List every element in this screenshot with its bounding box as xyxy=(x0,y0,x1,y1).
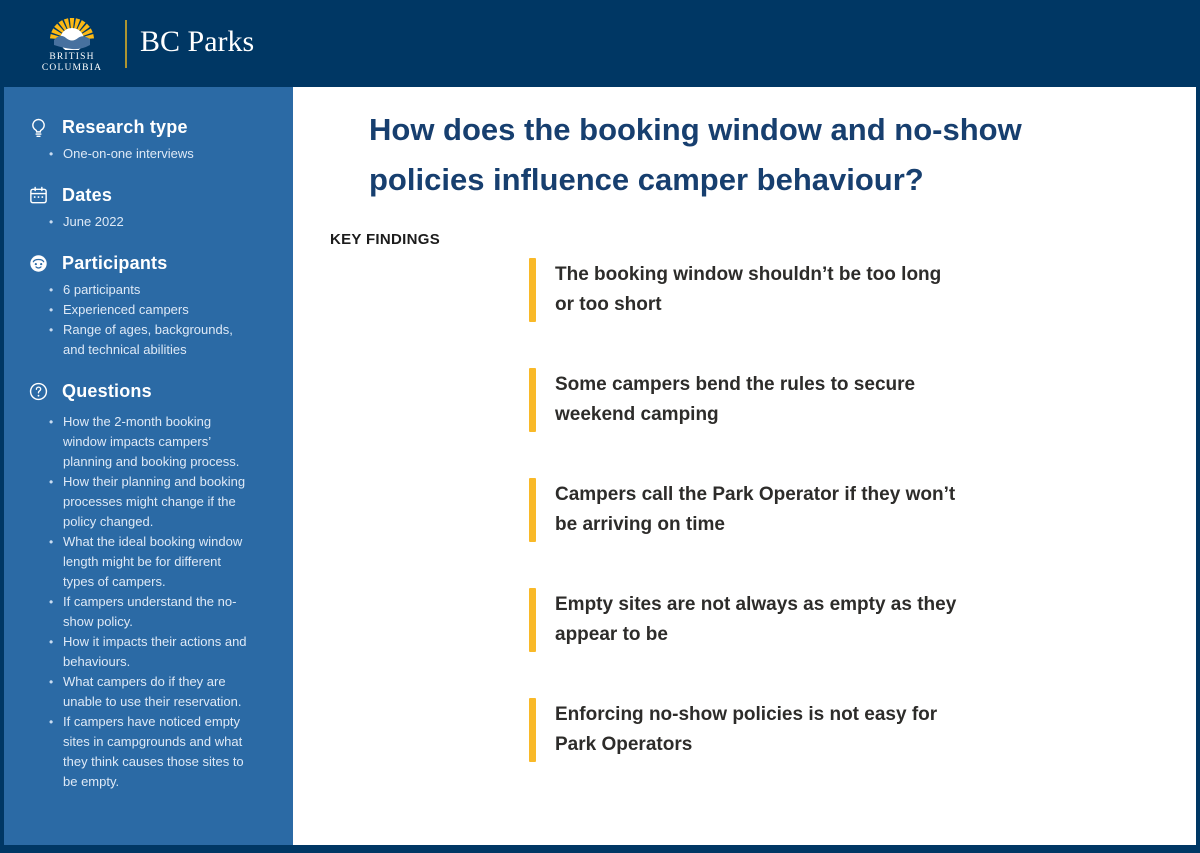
list-item: • What campers do if they are unable to use their reservation. xyxy=(48,672,254,712)
finding-item xyxy=(529,588,959,652)
list-item: • If campers understand the no-show policy. xyxy=(48,592,254,632)
sidebar-section-dates xyxy=(28,185,279,232)
section-title: Questions xyxy=(62,381,152,401)
finding-text: Empty sites are not always as empty as they appear to be xyxy=(555,594,957,645)
key-findings-label: KEY FINDINGS xyxy=(330,231,441,248)
section-title: Participants xyxy=(62,253,168,273)
list-item: • How it impacts their actions and behaviours. xyxy=(48,632,254,672)
list-item: • What the ideal booking window length might be for different types of campers. xyxy=(48,532,254,592)
bottom-bar xyxy=(0,845,1200,853)
sidebar-section-research-type xyxy=(28,117,279,164)
sidebar-section-participants xyxy=(28,253,279,360)
logo-caption xyxy=(42,52,102,73)
finding-accent-bar xyxy=(529,588,536,652)
main-content xyxy=(293,87,1196,845)
key-findings-list xyxy=(529,258,959,808)
bc-government-logo xyxy=(30,14,114,73)
section-header xyxy=(28,185,279,206)
list-item: • How the 2-month booking window impacts campers’ planning and booking process. xyxy=(48,412,254,472)
section-list xyxy=(28,280,254,360)
section-list xyxy=(28,144,254,164)
face-icon xyxy=(28,253,49,274)
finding-accent-bar xyxy=(529,478,536,542)
section-title: Dates xyxy=(62,185,113,205)
right-edge-border xyxy=(1196,87,1200,853)
finding-text: Some campers bend the rules to secure weekend camping xyxy=(555,374,916,425)
sidebar-section-questions xyxy=(28,381,279,792)
section-list xyxy=(28,412,254,792)
finding-accent-bar xyxy=(529,368,536,432)
research-sidebar xyxy=(4,87,293,845)
logo-divider xyxy=(125,20,127,68)
section-header xyxy=(28,381,279,402)
header-bar xyxy=(0,0,1200,87)
bc-parks-wordmark: BC Parks xyxy=(140,24,255,58)
logo-caption-line1: BRITISH xyxy=(49,52,95,62)
finding-accent-bar xyxy=(529,258,536,322)
finding-text: Enforcing no-show policies is not easy for Park Operators xyxy=(555,704,938,755)
section-header xyxy=(28,253,279,274)
list-item: • June 2022 xyxy=(48,212,254,232)
list-item: • Experienced campers xyxy=(48,300,254,320)
finding-text: Campers call the Park Operator if they won’t be arriving on time xyxy=(555,484,956,535)
logo-caption-line2: COLUMBIA xyxy=(41,62,103,73)
finding-item xyxy=(529,698,959,762)
sunburst-logo-icon xyxy=(42,14,102,50)
finding-item xyxy=(529,478,959,542)
list-item: • How their planning and booking processes might change if the policy changed. xyxy=(48,472,254,532)
list-item: • Range of ages, backgrounds, and technical abilities xyxy=(48,320,254,360)
section-title: Research type xyxy=(62,117,188,137)
finding-item xyxy=(529,368,959,432)
page-title: How does the booking window and no-show policies influence camper behaviour? xyxy=(369,112,1022,197)
list-item: • If campers have noticed empty sites in campgrounds and what they think causes those sites to be empty. xyxy=(48,712,254,792)
finding-item xyxy=(529,258,959,322)
section-list xyxy=(28,212,254,232)
section-header xyxy=(28,117,279,138)
question-circle-icon xyxy=(28,381,49,402)
calendar-icon xyxy=(28,185,49,206)
list-item: • One-on-one interviews xyxy=(48,144,254,164)
finding-accent-bar xyxy=(529,698,536,762)
list-item: • 6 participants xyxy=(48,280,254,300)
finding-text: The booking window shouldn’t be too long or too short xyxy=(555,264,942,315)
lightbulb-icon xyxy=(28,117,49,138)
